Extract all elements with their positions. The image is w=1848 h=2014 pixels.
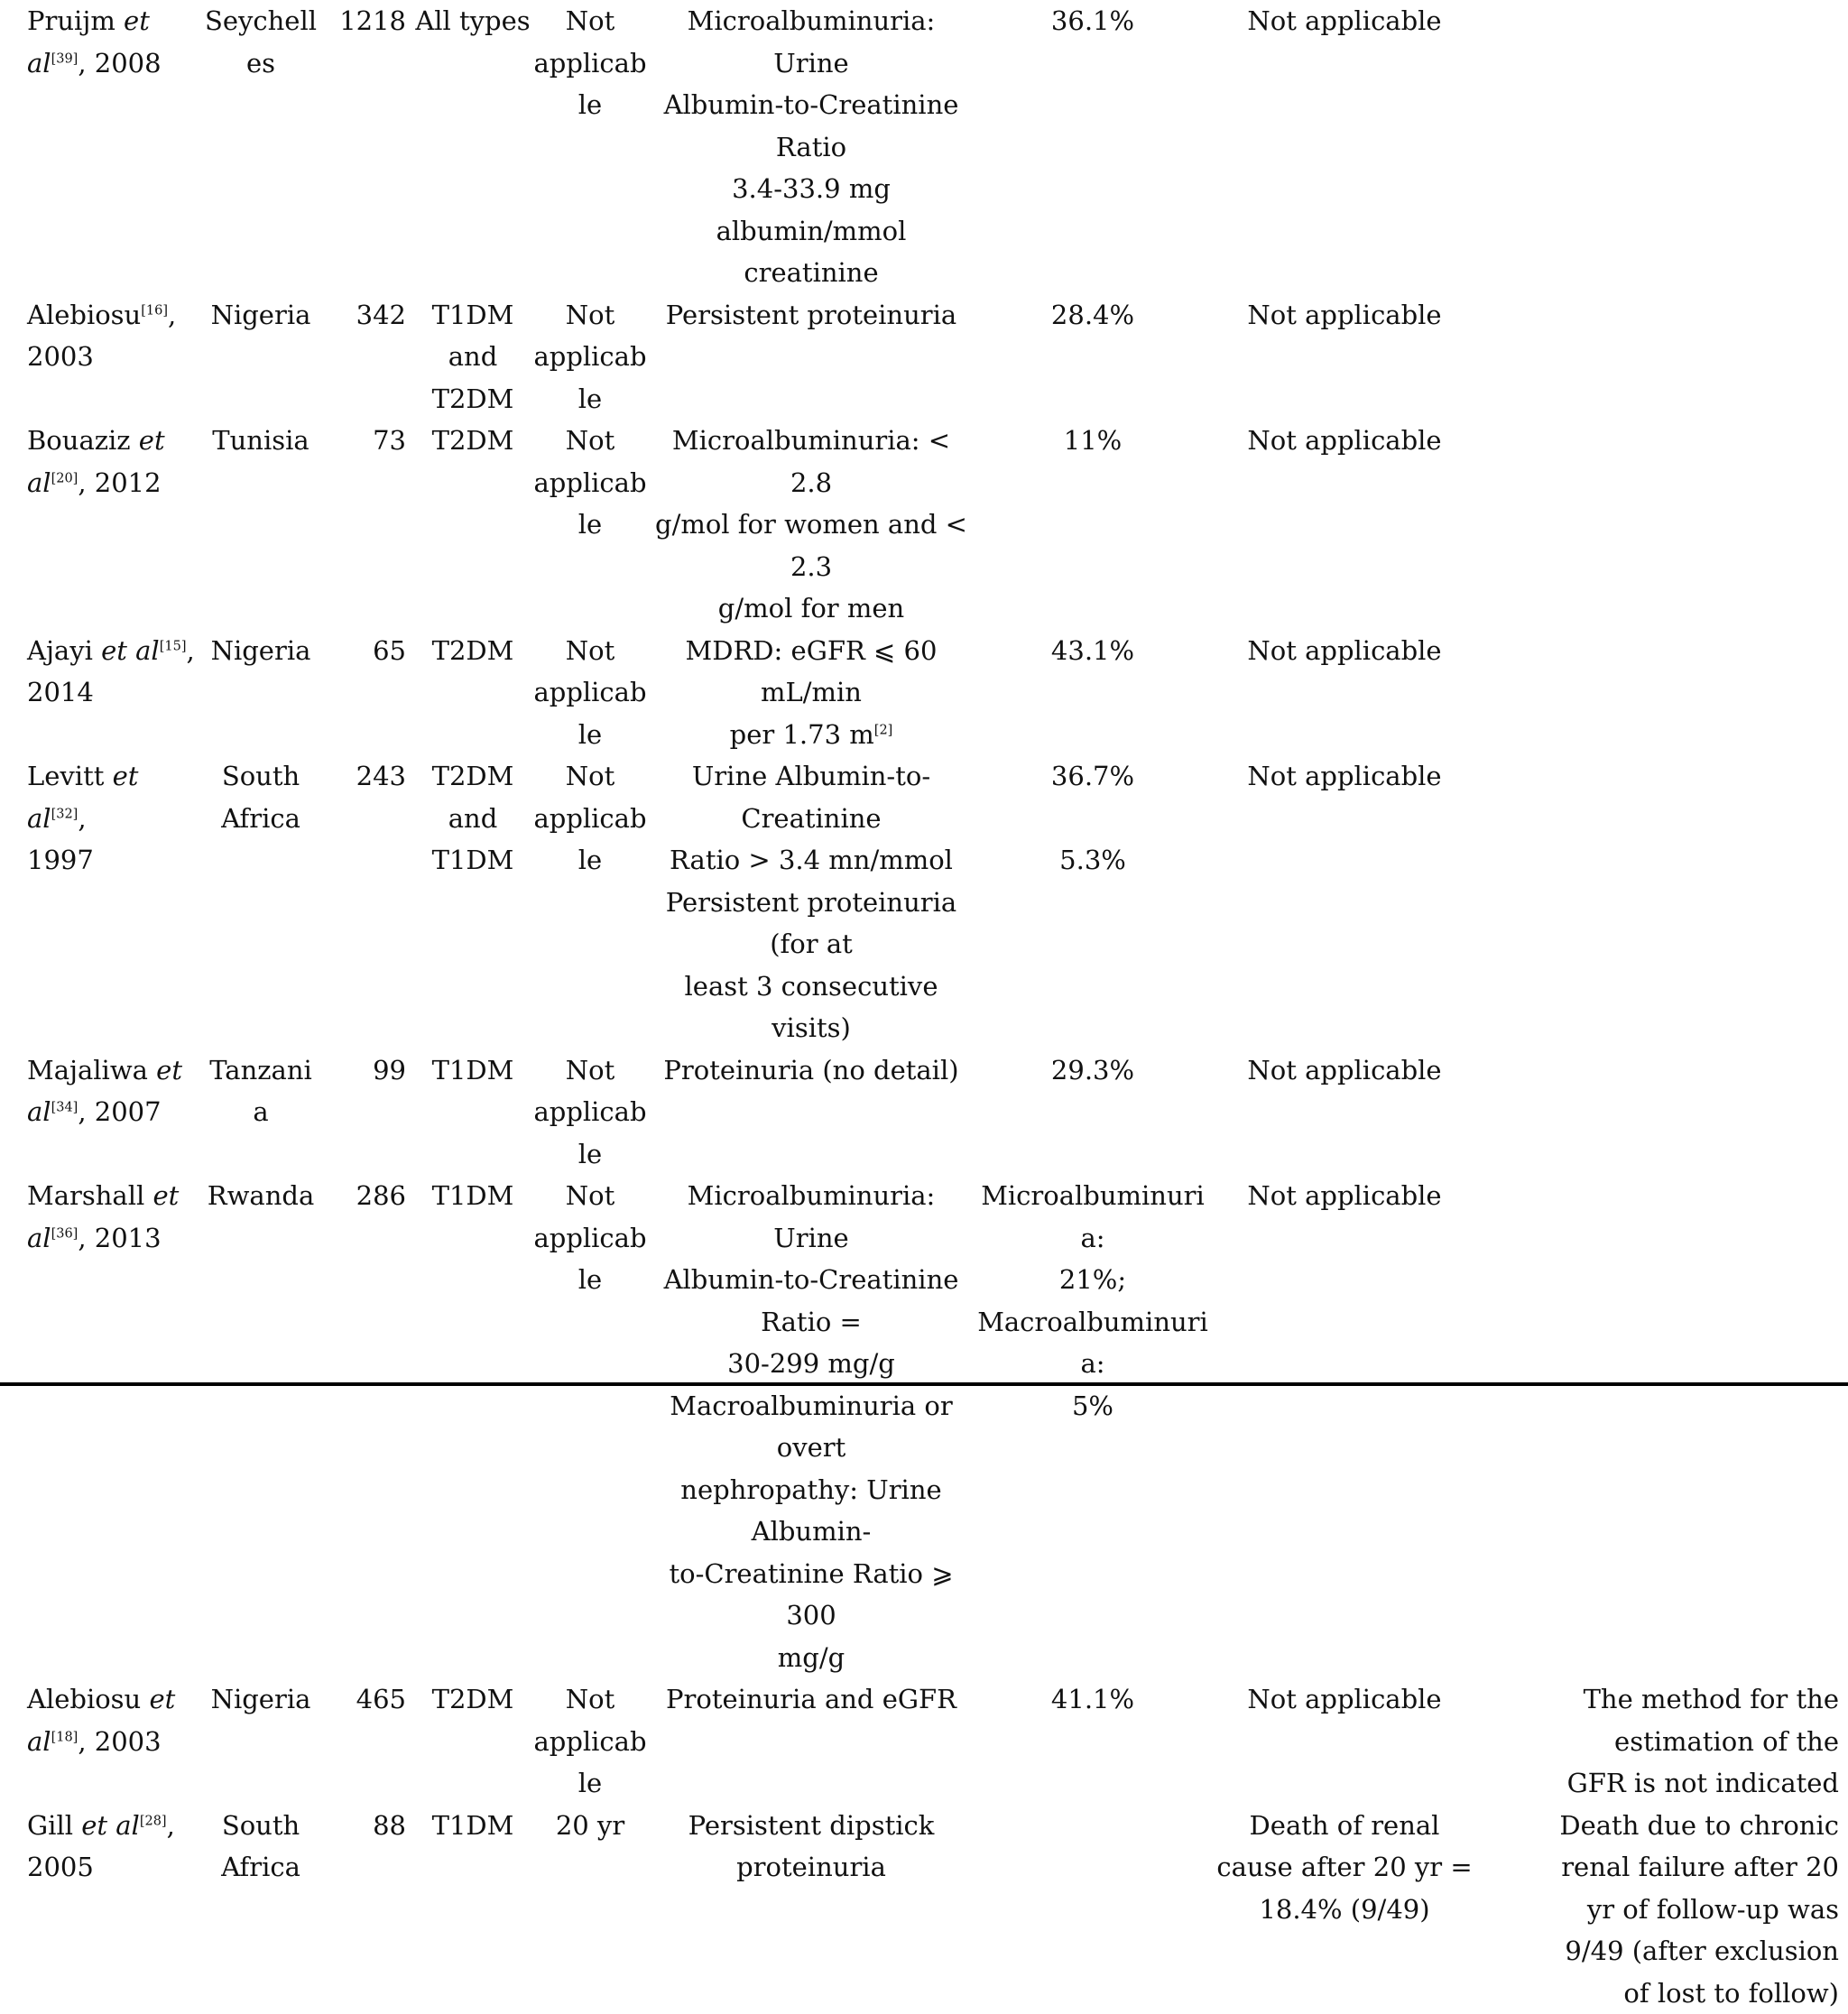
follow-up-cell — [532, 630, 648, 756]
cell-line: South — [203, 1805, 319, 1847]
study-cell — [0, 1678, 203, 1805]
cell-line: nephropathy: Urine Albumin- — [648, 1469, 975, 1553]
italic-text: et al — [27, 761, 138, 834]
study-cell — [0, 294, 203, 420]
italic-text: et al — [101, 635, 160, 666]
italic-text: al — [27, 1096, 51, 1127]
text-run: , 2008 — [78, 48, 161, 79]
text-run: , — [168, 300, 176, 330]
cell-line: 73 — [319, 420, 406, 462]
country-cell — [203, 1049, 319, 1176]
table-row — [0, 0, 1848, 294]
text-run: MDRD: eGFR ⩽ 60 mL/min — [686, 635, 938, 708]
country-cell — [203, 1175, 319, 1678]
definition-cell — [648, 1049, 975, 1176]
cell-line: 65 — [319, 630, 406, 672]
cell-line: Microalbuminuria: < 2.8 — [648, 420, 975, 504]
diabetes-type-cell — [413, 630, 532, 756]
text-run: 2014 — [27, 677, 94, 707]
cell-line: Death due to chronic — [1478, 1805, 1839, 1847]
citation-ref: [2] — [874, 723, 893, 737]
study-cell — [0, 755, 203, 1049]
prevalence-cell — [975, 630, 1211, 756]
cell-line: 43.1% — [975, 630, 1211, 672]
study-cell — [0, 420, 203, 630]
sample-size-cell — [319, 1805, 413, 2014]
diabetes-type-cell — [413, 1678, 532, 1805]
cell-line: Not applicable — [1211, 630, 1478, 672]
cell-line: Africa — [203, 1846, 319, 1889]
text-run: Alebiosu — [27, 1684, 149, 1714]
cell-line: 29.3% — [975, 1049, 1211, 1092]
follow-up-cell — [532, 0, 648, 294]
text-run: , — [78, 803, 86, 834]
study-cell — [0, 1175, 203, 1678]
cell-line: Macroalbuminuria or overt — [648, 1385, 975, 1469]
cell-line: and — [413, 798, 532, 840]
text-run: Gill — [27, 1810, 81, 1841]
table-row — [0, 1049, 1848, 1176]
study-cell — [0, 1049, 203, 1176]
cell-line: 41.1% — [975, 1678, 1211, 1721]
citation-ref: [32] — [51, 807, 79, 821]
cell-line: applicable — [532, 336, 648, 420]
cell-line: applicable — [532, 1721, 648, 1805]
definition-cell — [648, 755, 975, 1049]
cell-line: mg/g — [648, 1637, 975, 1679]
country-cell — [203, 1805, 319, 2014]
table-row — [0, 755, 1848, 1049]
follow-up-cell — [532, 1049, 648, 1176]
study-cell — [0, 630, 203, 756]
follow-up-cell — [532, 294, 648, 420]
cell-line: Albumin-to-Creatinine Ratio — [648, 84, 975, 168]
prevalence-cell — [975, 0, 1211, 294]
cell-line: 28.4% — [975, 294, 1211, 337]
cell-line: 3.4-33.9 mg albumin/mmol — [648, 168, 975, 252]
prevalence-cell — [975, 294, 1211, 420]
cell-line: 20 yr — [532, 1805, 648, 1847]
text-run: , 2007 — [78, 1096, 161, 1127]
text-run: 1997 — [27, 845, 94, 875]
cell-line: Not applicable — [1211, 1175, 1478, 1217]
definition-cell — [648, 294, 975, 420]
cell-line — [975, 798, 1211, 840]
cell-line: Microalbuminuria: — [975, 1175, 1211, 1259]
comments-cell — [1478, 755, 1848, 1049]
cell-line: 1218 — [319, 0, 406, 42]
cell-line: least 3 consecutive visits) — [648, 965, 975, 1049]
cell-line: T1DM — [413, 1049, 532, 1092]
incidence-cell — [1211, 294, 1478, 420]
sample-size-cell — [319, 755, 413, 1049]
cell-line: All types — [413, 0, 532, 42]
comments-cell — [1478, 0, 1848, 294]
cell-line: applicable — [532, 1217, 648, 1301]
cell-line: Not — [532, 420, 648, 462]
table-row — [0, 1678, 1848, 1805]
cell-line: 21%; — [975, 1259, 1211, 1301]
follow-up-cell — [532, 755, 648, 1049]
cell-line: yr of follow-up was — [1478, 1889, 1839, 1931]
italic-text: al — [27, 48, 51, 79]
cell-line: Nigeria — [203, 294, 319, 337]
text-run: Pruijm — [27, 5, 124, 36]
incidence-cell — [1211, 1049, 1478, 1176]
country-cell — [203, 630, 319, 756]
definition-cell — [648, 1175, 975, 1678]
follow-up-cell — [532, 1678, 648, 1805]
cell-line: Not applicable — [1211, 294, 1478, 337]
sample-size-cell — [319, 1175, 413, 1678]
italic-text: et — [124, 5, 150, 36]
cell-line: Tunisia — [203, 420, 319, 462]
cell-line: g/mol for men — [648, 587, 975, 630]
prevalence-cell — [975, 1678, 1211, 1805]
cell-line: Albumin-to-Creatinine Ratio = — [648, 1259, 975, 1343]
table-row — [0, 420, 1848, 630]
prevalence-cell — [975, 1175, 1211, 1678]
cell-line: 9/49 (after exclusion — [1478, 1930, 1839, 1972]
table-bottom-rule — [0, 1382, 1848, 1386]
diabetes-type-cell — [413, 1049, 532, 1176]
cell-line: cause after 20 yr = — [1211, 1846, 1478, 1889]
cell-line: 30-299 mg/g — [648, 1343, 975, 1385]
comments-cell — [1478, 294, 1848, 420]
table-row — [0, 1805, 1848, 2014]
country-cell — [203, 755, 319, 1049]
cell-line: Rwanda — [203, 1175, 319, 1217]
diabetes-type-cell — [413, 1175, 532, 1678]
citation-ref: [39] — [51, 51, 79, 66]
comments-cell — [1478, 1049, 1848, 1176]
cell-line: T1DM — [413, 1805, 532, 1847]
cell-line: Not applicable — [1211, 1678, 1478, 1721]
text-run: 2005 — [27, 1852, 94, 1882]
italic-text: al — [27, 1223, 51, 1253]
incidence-cell — [1211, 630, 1478, 756]
comments-cell — [1478, 420, 1848, 630]
cell-line: creatinine — [648, 252, 975, 294]
prevalence-cell — [975, 755, 1211, 1049]
cell-line: renal failure after 20 — [1478, 1846, 1839, 1889]
text-run: per 1.73 m — [730, 719, 874, 750]
country-cell — [203, 0, 319, 294]
prevalence-cell — [975, 1805, 1211, 2014]
incidence-cell — [1211, 1678, 1478, 1805]
italic-text: et — [156, 1055, 182, 1086]
cell-line: 342 — [319, 294, 406, 337]
follow-up-cell — [532, 1805, 648, 2014]
cell-line: T2DM — [413, 420, 532, 462]
cell-line: Ratio > 3.4 mn/mmol — [648, 839, 975, 882]
text-run: , — [167, 1810, 175, 1841]
cell-line: T2DM — [413, 378, 532, 420]
cell-line: Not applicable — [1211, 1049, 1478, 1092]
cell-line: applicable — [532, 42, 648, 126]
cell-line: applicable — [532, 462, 648, 546]
citation-ref: [16] — [141, 303, 168, 318]
italic-text: et — [149, 1684, 175, 1714]
cell-line: Microalbuminuria: Urine — [648, 1175, 975, 1259]
citation-ref: [34] — [51, 1100, 79, 1114]
diabetes-type-cell — [413, 420, 532, 630]
text-run: Marshall — [27, 1180, 152, 1211]
italic-text: et — [152, 1180, 179, 1211]
table-row — [0, 1175, 1848, 1678]
table-row — [0, 630, 1848, 756]
cell-line: applicable — [532, 671, 648, 755]
text-run: Alebiosu — [27, 300, 141, 330]
cell-line: 11% — [975, 420, 1211, 462]
cell-line — [648, 630, 975, 714]
cell-line: The method for the — [1478, 1678, 1839, 1721]
cell-line: GFR is not indicated — [1478, 1762, 1839, 1805]
country-cell — [203, 420, 319, 630]
follow-up-cell — [532, 1175, 648, 1678]
text-run: Ajayi — [27, 635, 101, 666]
incidence-cell — [1211, 1805, 1478, 2014]
prevalence-cell — [975, 1049, 1211, 1176]
cell-line: of lost to follow) — [1478, 1972, 1839, 2014]
cell-line: Nigeria — [203, 630, 319, 672]
cell-line: T2DM — [413, 755, 532, 798]
sample-size-cell — [319, 0, 413, 294]
text-run: , — [186, 635, 194, 666]
text-run: , 2012 — [78, 467, 161, 498]
table-row — [0, 294, 1848, 420]
cell-line: Proteinuria (no detail) — [648, 1049, 975, 1092]
cell-line: g/mol for women and < 2.3 — [648, 504, 975, 587]
definition-cell — [648, 630, 975, 756]
follow-up-cell — [532, 420, 648, 630]
cell-line: Not — [532, 0, 648, 42]
incidence-cell — [1211, 0, 1478, 294]
cell-line: applicable — [532, 798, 648, 882]
study-cell — [0, 1805, 203, 2014]
sample-size-cell — [319, 1678, 413, 1805]
comments-cell — [1478, 1805, 1848, 2014]
cell-line: 36.1% — [975, 0, 1211, 42]
cell-line: 465 — [319, 1678, 406, 1721]
definition-cell — [648, 1678, 975, 1805]
cell-line: Seychelles — [203, 0, 319, 84]
cell-line: to-Creatinine Ratio ⩾ 300 — [648, 1553, 975, 1637]
cell-line: 243 — [319, 755, 406, 798]
text-run: 2003 — [27, 341, 94, 372]
citation-ref: [18] — [51, 1730, 79, 1744]
cell-line: Not applicable — [1211, 0, 1478, 42]
cell-line: 88 — [319, 1805, 406, 1847]
diabetes-type-cell — [413, 755, 532, 1049]
cell-line: Not — [532, 630, 648, 672]
incidence-cell — [1211, 420, 1478, 630]
italic-text: et — [139, 425, 165, 456]
cell-line: T1DM — [413, 1175, 532, 1217]
cell-line: Persistent proteinuria (for at — [648, 882, 975, 965]
cell-line: estimation of the — [1478, 1721, 1839, 1763]
cell-line: T2DM — [413, 1678, 532, 1721]
definition-cell — [648, 1805, 975, 2014]
cell-line: 5% — [975, 1385, 1211, 1427]
cell-line: Macroalbuminuria: — [975, 1301, 1211, 1385]
diabetes-type-cell — [413, 1805, 532, 2014]
diabetes-type-cell — [413, 294, 532, 420]
cell-line: Persistent proteinuria — [648, 294, 975, 337]
cell-line: Not — [532, 294, 648, 337]
cell-line: Persistent dipstick proteinuria — [648, 1805, 975, 1889]
citation-ref: [20] — [51, 471, 79, 485]
cell-line: T2DM — [413, 630, 532, 672]
text-run: Levitt — [27, 761, 113, 791]
diabetes-type-cell — [413, 0, 532, 294]
incidence-cell — [1211, 755, 1478, 1049]
cell-line: Microalbuminuria: Urine — [648, 0, 975, 84]
cell-line — [648, 714, 975, 756]
sample-size-cell — [319, 420, 413, 630]
sample-size-cell — [319, 630, 413, 756]
text-run: , 2013 — [78, 1223, 161, 1253]
incidence-cell — [1211, 1175, 1478, 1678]
cell-line: 5.3% — [975, 839, 1211, 882]
italic-text: al — [27, 467, 51, 498]
cell-line: applicable — [532, 1091, 648, 1175]
cell-line: Not — [532, 1049, 648, 1092]
comments-cell — [1478, 630, 1848, 756]
italic-text: al — [27, 1726, 51, 1757]
cell-line: Not applicable — [1211, 420, 1478, 462]
study-cell — [0, 0, 203, 294]
cell-line: Africa — [203, 798, 319, 840]
text-run: Bouaziz — [27, 425, 139, 456]
cell-line: T1DM — [413, 294, 532, 337]
cell-line: Not — [532, 1678, 648, 1721]
country-cell — [203, 1678, 319, 1805]
text-run: , 2003 — [78, 1726, 161, 1757]
definition-cell — [648, 420, 975, 630]
prevalence-cell — [975, 420, 1211, 630]
cell-line: 286 — [319, 1175, 406, 1217]
cell-line: Nigeria — [203, 1678, 319, 1721]
comments-cell — [1478, 1678, 1848, 1805]
cell-line: Not — [532, 1175, 648, 1217]
cell-line: Proteinuria and eGFR — [648, 1678, 975, 1721]
cell-line: Urine Albumin-to-Creatinine — [648, 755, 975, 839]
cell-line: South — [203, 755, 319, 798]
text-run: Majaliwa — [27, 1055, 156, 1086]
country-cell — [203, 294, 319, 420]
cell-line: Death of renal — [1211, 1805, 1478, 1847]
citation-ref: [36] — [51, 1226, 79, 1241]
cell-line: 36.7% — [975, 755, 1211, 798]
comments-cell — [1478, 1175, 1848, 1678]
cell-line: and — [413, 336, 532, 378]
cell-line: Tanzania — [203, 1049, 319, 1133]
cell-line: 18.4% (9/49) — [1211, 1889, 1478, 1931]
citation-ref: [15] — [160, 639, 187, 653]
sample-size-cell — [319, 294, 413, 420]
cell-line: Not applicable — [1211, 755, 1478, 798]
sample-size-cell — [319, 1049, 413, 1176]
cell-line: 99 — [319, 1049, 406, 1092]
cell-line: Not — [532, 755, 648, 798]
cell-line: T1DM — [413, 839, 532, 882]
italic-text: et al — [81, 1810, 140, 1841]
citation-ref: [28] — [140, 1814, 167, 1828]
definition-cell — [648, 0, 975, 294]
